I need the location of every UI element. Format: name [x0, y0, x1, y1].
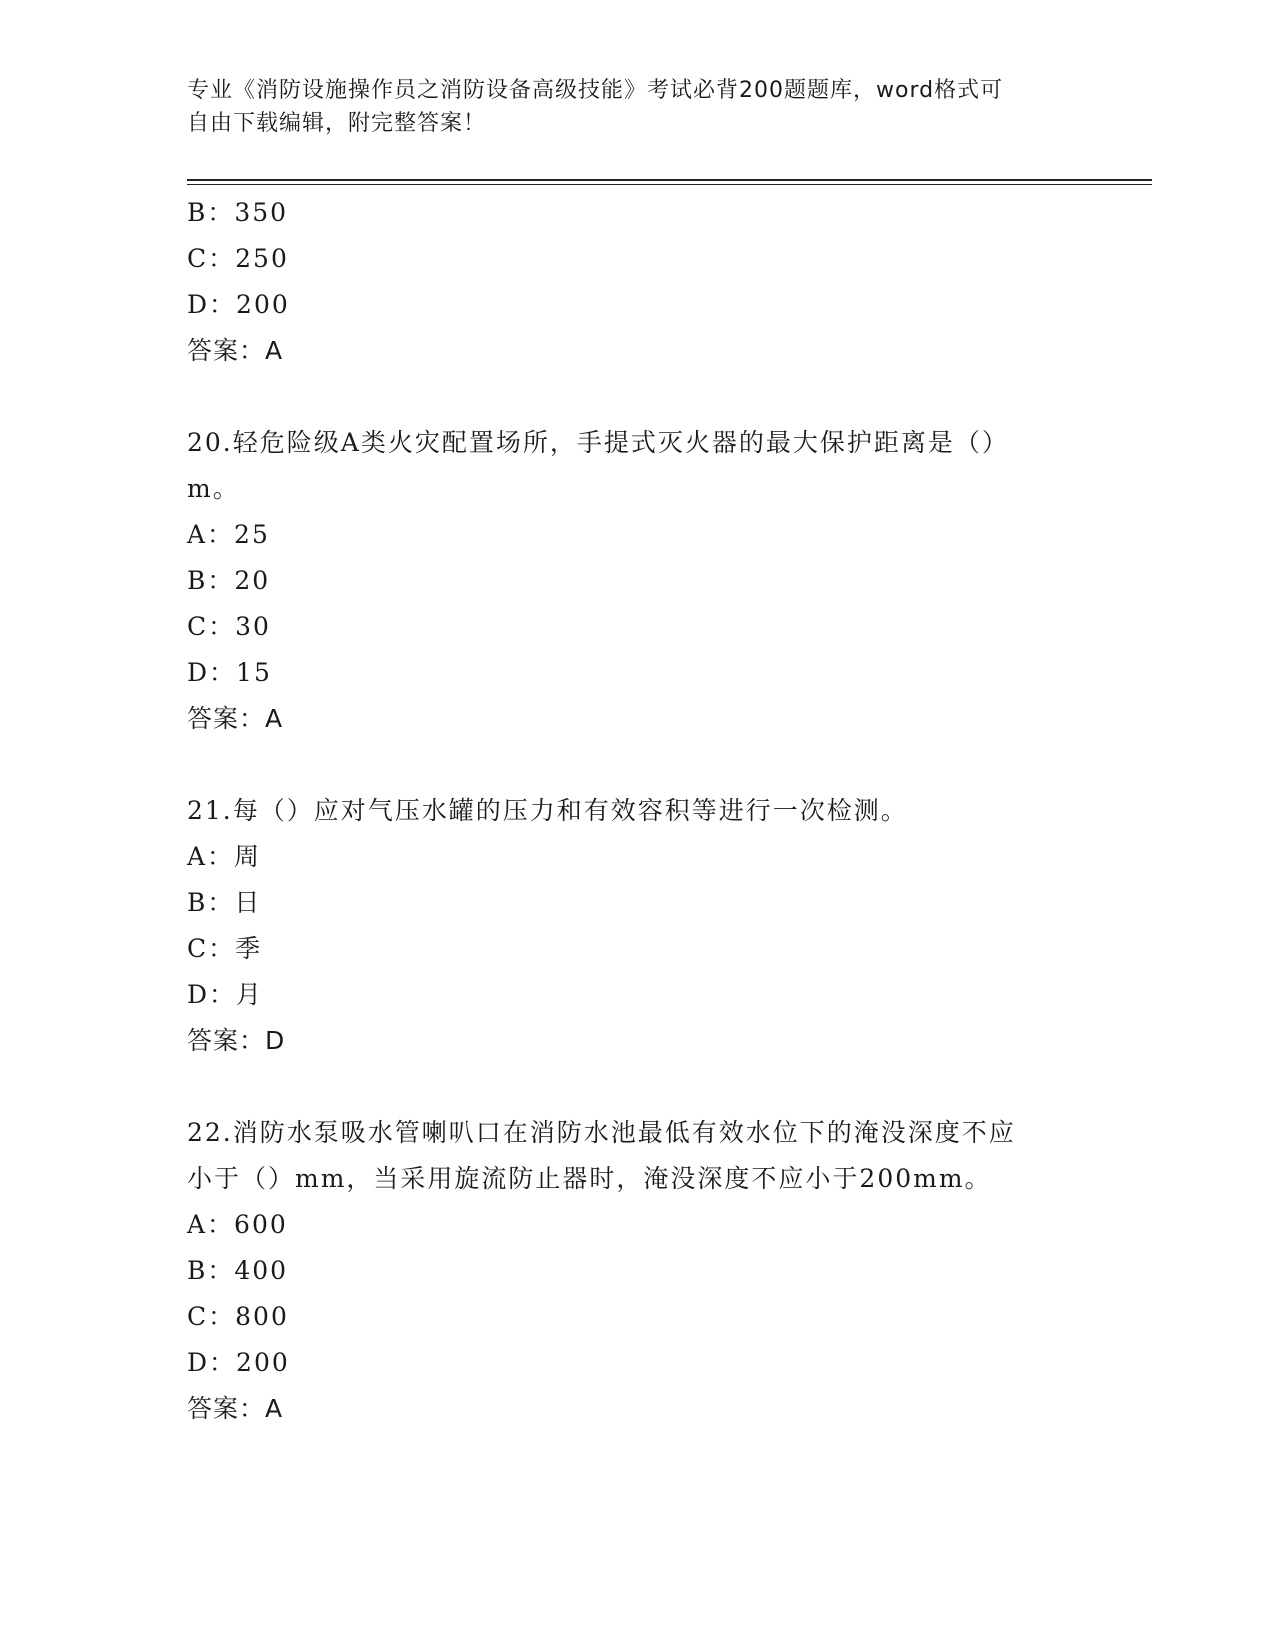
option-d: D：月: [187, 980, 264, 1009]
option-a: A：周: [187, 842, 262, 871]
spacer: [187, 1064, 1087, 1110]
header-line-1: 专业《消防设施操作员之消防设备高级技能》考试必背200题题库，word格式可: [187, 78, 1004, 103]
header-divider-thin: [187, 184, 1152, 185]
option-b: B：400: [187, 1256, 289, 1285]
question-list: [187, 190, 1087, 1432]
option-b: B：日: [187, 888, 262, 917]
header-divider-thick: [187, 179, 1152, 181]
answer-line: 答案：A: [187, 1394, 284, 1423]
question-block-20: [187, 420, 1087, 742]
option-c: C：800: [187, 1302, 289, 1331]
option-d: D：200: [187, 1348, 290, 1377]
option-a: A：25: [187, 520, 270, 549]
answer-line: 答案：D: [187, 1026, 286, 1055]
page-header: [187, 74, 1087, 140]
question-stem-continued: 小于（）mm，当采用旋流防止器时，淹没深度不应小于200mm。: [187, 1164, 992, 1193]
option-c: C：季: [187, 934, 263, 963]
option-c: C：250: [187, 244, 289, 273]
question-block-19: [187, 190, 1087, 374]
question-stem: 21.每（）应对气压水罐的压力和有效容积等进行一次检测。: [187, 796, 908, 825]
option-a: A：600: [187, 1210, 288, 1239]
spacer: [187, 742, 1087, 788]
question-stem: 22.消防水泵吸水管喇叭口在消防水池最低有效水位下的淹没深度不应: [187, 1118, 1016, 1147]
option-b: B：20: [187, 566, 271, 595]
question-block-21: [187, 788, 1087, 1064]
answer-line: 答案：A: [187, 336, 284, 365]
option-b: B：350: [187, 198, 289, 227]
option-d: D：200: [187, 290, 290, 319]
answer-line: 答案：A: [187, 704, 284, 733]
spacer: [187, 374, 1087, 420]
question-block-22: [187, 1110, 1087, 1432]
header-line-2: 自由下载编辑，附完整答案！: [187, 111, 487, 136]
option-c: C：30: [187, 612, 271, 641]
question-stem-continued: m。: [187, 474, 240, 503]
option-d: D：15: [187, 658, 272, 687]
question-stem: 20.轻危险级A类火灾配置场所，手提式灭火器的最大保护距离是（）: [187, 428, 1009, 457]
